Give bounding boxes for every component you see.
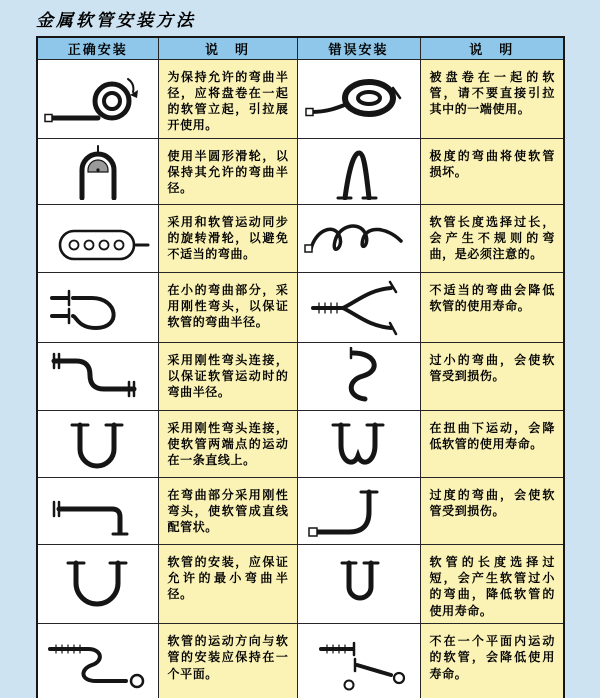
correct-illustration-cell	[37, 342, 158, 410]
header-wrong-install: 错误安装	[297, 37, 420, 59]
twisted-u-hose-icon	[303, 415, 415, 473]
wrong-description: 在扭曲下运动，会降低软管的使用寿命。	[420, 410, 564, 477]
wrong-description: 软管的长度选择过短，会产生软管过小的弯曲，降低软管的使用寿命。	[420, 544, 564, 623]
correct-illustration-cell	[37, 544, 158, 623]
irregular-bend-icon	[303, 209, 415, 267]
wrong-description: 不在一个平面内运动的软管，会降低使用寿命。	[420, 624, 564, 698]
correct-description: 使用半圆形滑轮，以保持其允许的弯曲半径。	[158, 138, 297, 204]
page-title: 金属软管安装方法	[36, 11, 196, 31]
same-plane-motion-icon	[42, 635, 154, 693]
too-short-hose-u-icon	[303, 555, 415, 613]
semicircular-pulley-icon	[42, 142, 154, 200]
header-wrong-note: 说 明	[420, 37, 564, 59]
wrong-description: 软管长度选择过长，会产生不规则的弯曲，是必须注意的。	[420, 204, 564, 272]
excessive-bend-elbow-icon	[303, 482, 415, 540]
wrong-illustration-cell	[297, 138, 420, 204]
correct-description: 软管的运动方向与软管的安装应保持在一个平面。	[158, 624, 297, 698]
correct-description: 为保持允许的弯曲半径，应将盘卷在一起的软管立起，引拉展开使用。	[158, 59, 297, 138]
wrong-description: 不适当的弯曲会降低软管的使用寿命。	[420, 272, 564, 342]
correct-illustration-cell	[37, 138, 158, 204]
header-row	[37, 37, 564, 59]
table-row	[37, 59, 564, 138]
wrong-description: 极度的弯曲将使软管损坏。	[420, 138, 564, 204]
correct-illustration-cell	[37, 477, 158, 544]
table-row	[37, 477, 564, 544]
wrong-illustration-cell	[297, 272, 420, 342]
rigid-elbow-connection-icon	[42, 347, 154, 405]
correct-illustration-cell	[37, 410, 158, 477]
minimum-bend-u-icon	[42, 555, 154, 613]
header-correct-note: 说 明	[158, 37, 297, 59]
installation-table	[36, 36, 565, 698]
rigid-elbow-small-bend-icon	[42, 278, 154, 336]
table-row	[37, 138, 564, 204]
wrong-illustration-cell	[297, 204, 420, 272]
correct-description: 软管的安装，应保证允许的最小弯曲半径。	[158, 544, 297, 623]
correct-description: 采用刚性弯头连接，以保证软管运动时的弯曲半径。	[158, 342, 297, 410]
wrong-illustration-cell	[297, 59, 420, 138]
rotating-pulley-track-icon	[42, 209, 154, 267]
wrong-illustration-cell	[297, 342, 420, 410]
wrong-description: 过小的弯曲，会使软管受到损伤。	[420, 342, 564, 410]
too-small-bend-hook-icon	[303, 347, 415, 405]
improper-bend-branch-icon	[303, 278, 415, 336]
correct-illustration-cell	[37, 59, 158, 138]
correct-description: 在弯曲部分采用刚性弯头，使软管成直线配管状。	[158, 477, 297, 544]
table-body	[37, 59, 564, 698]
correct-description: 采用刚性弯头连接，使软管两端点的运动在一条直线上。	[158, 410, 297, 477]
wrong-illustration-cell	[297, 624, 420, 698]
straight-piping-elbow-icon	[42, 482, 154, 540]
header-correct-install: 正确安装	[37, 37, 158, 59]
flat-coil-pulled-icon	[303, 70, 415, 128]
wrong-illustration-cell	[297, 410, 420, 477]
upright-coil-icon	[42, 70, 154, 128]
table-row	[37, 410, 564, 477]
extreme-bend-icon	[303, 142, 415, 200]
table-row	[37, 624, 564, 698]
wrong-illustration-cell	[297, 477, 420, 544]
correct-illustration-cell	[37, 624, 158, 698]
correct-description: 在小的弯曲部分，采用刚性弯头，以保证软管的弯曲半径。	[158, 272, 297, 342]
table-row	[37, 342, 564, 410]
table-row	[37, 272, 564, 342]
wrong-description: 过度的弯曲，会使软管受到损伤。	[420, 477, 564, 544]
table-row	[37, 544, 564, 623]
aligned-u-hose-icon	[42, 415, 154, 473]
wrong-illustration-cell	[297, 544, 420, 623]
different-plane-motion-icon	[303, 635, 415, 693]
correct-illustration-cell	[37, 204, 158, 272]
wrong-description: 被盘卷在一起的软管，请不要直接引拉其中的一端使用。	[420, 59, 564, 138]
correct-description: 采用和软管运动同步的旋转滑轮，以避免不适当的弯曲。	[158, 204, 297, 272]
correct-illustration-cell	[37, 272, 158, 342]
table-row	[37, 204, 564, 272]
